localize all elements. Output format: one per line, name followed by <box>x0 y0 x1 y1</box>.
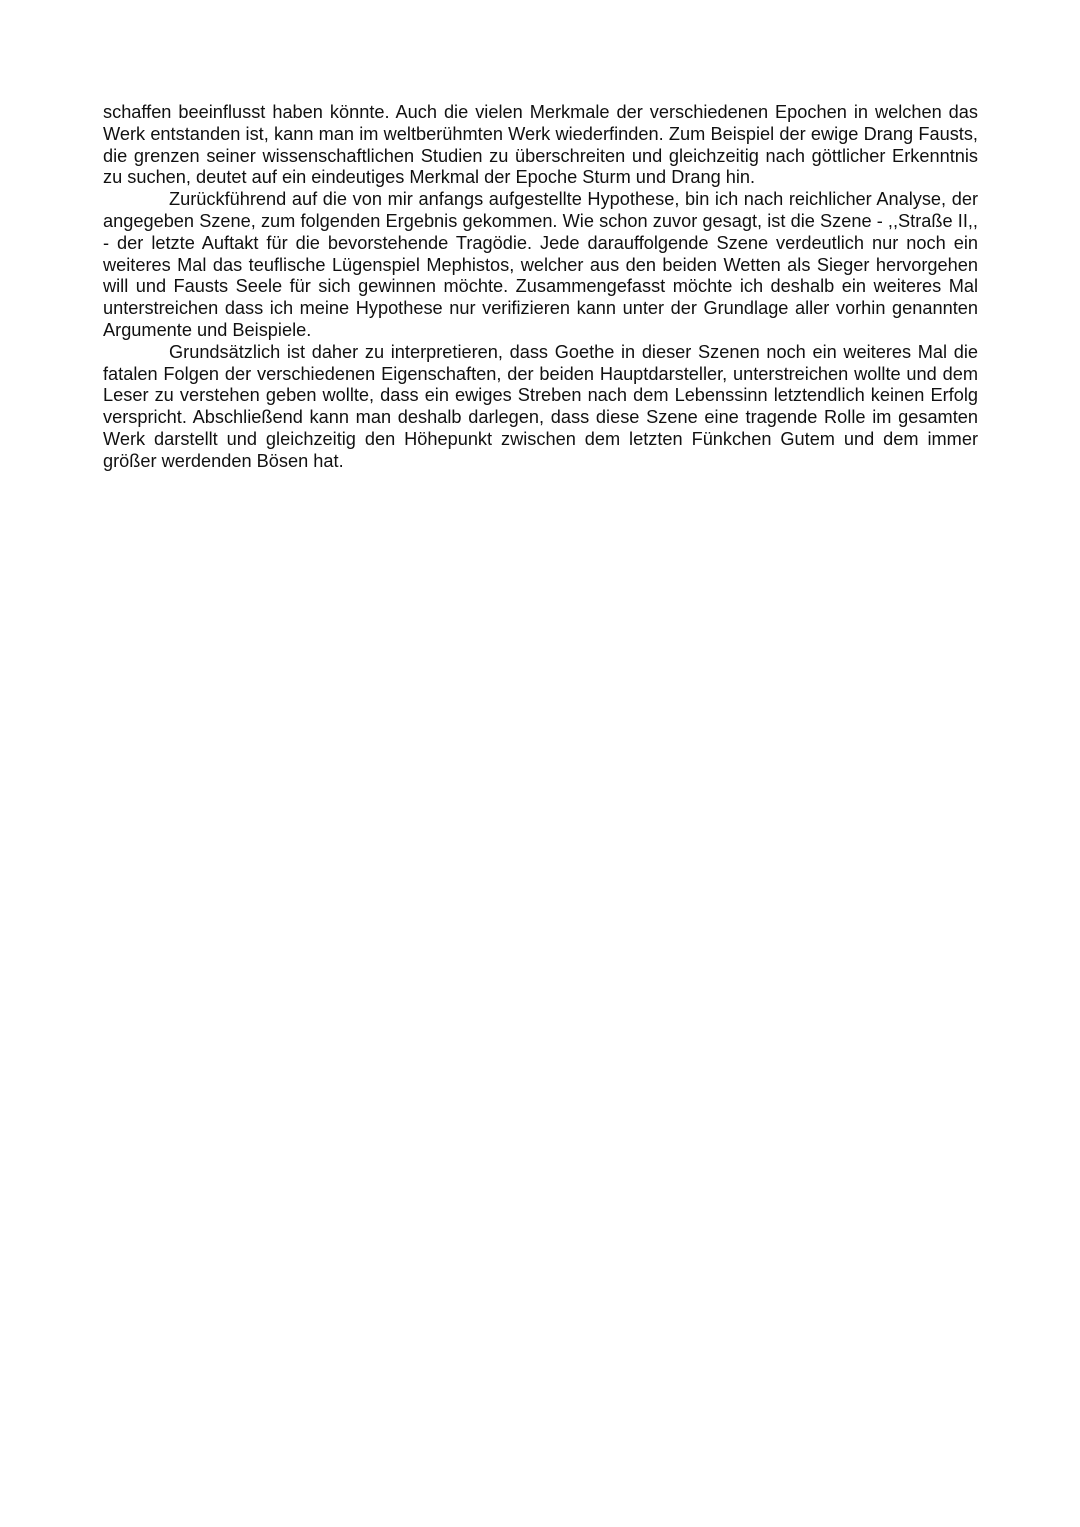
paragraph-1: schaffen beeinflusst haben könnte. Auch die vielen Merkmale der verschiedenen Epochen in welchen das Werk entstanden ist, kann man im weltberühmten Werk wiederfinden. Zum Beispiel der ewige Drang Fausts, die grenzen seiner wissenschaftlichen Studien zu überschreiten und gleichzeitig nach göttlicher Erkenntnis zu suchen, deutet auf ein eindeutiges Merkmal der Epoche Sturm und Drang hin. <box>103 102 978 188</box>
paragraph-2: Zurückführend auf die von mir anfangs aufgestellte Hypothese, bin ich nach reichlicher Analyse, der angegeben Szene, zum folgenden Ergebnis gekommen. Wie schon zuvor gesagt, ist die Szene - ,,Straße II,, - der letzte Auftakt für die bevorstehende Tragödie. Jede darauffolgende Szene verdeutlich nur noch ein weiteres Mal das teuflische Lügenspiel Mephistos, welcher aus den beiden Wetten als Sieger hervorgehen will und Fausts Seele für sich gewinnen möchte. Zusammengefasst möchte ich deshalb ein weiteres Mal unterstreichen dass ich meine Hypothese nur verifizieren kann unter der Grundlage aller vorhin genannten Argumente und Beispiele. <box>103 189 978 340</box>
essay-text <box>103 102 978 473</box>
paragraph-3: Grundsätzlich ist daher zu interpretieren, dass Goethe in dieser Szenen noch ein weiteres Mal die fatalen Folgen der verschiedenen Eigenschaften, der beiden Hauptdarsteller, unterstreichen wollte und dem Leser zu verstehen geben wollte, dass ein ewiges Streben nach dem Lebenssinn letztendlich keinen Erfolg verspricht. Abschließend kann man deshalb darlegen, dass diese Szene eine tragende Rolle im gesamten Werk darstellt und gleichzeitig den Höhepunkt zwischen dem letzten Fünkchen Gutem und dem immer größer werdenden Bösen hat. <box>103 341 978 471</box>
